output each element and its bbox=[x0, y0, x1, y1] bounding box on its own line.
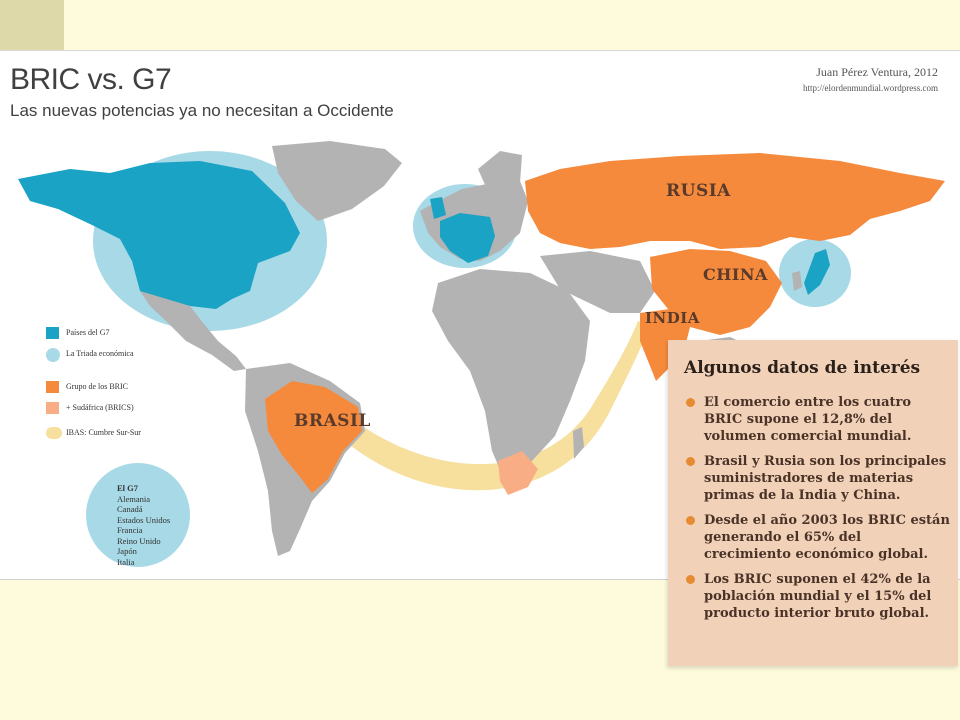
label-brasil: BRASIL bbox=[294, 411, 371, 431]
map-subtitle: Las nuevas potencias ya no necesitan a Occidente bbox=[10, 101, 394, 120]
land-russia bbox=[525, 153, 945, 249]
legend-item-triad bbox=[46, 348, 246, 362]
g7-member: Japón bbox=[117, 546, 137, 556]
g7-title: El G7 bbox=[117, 483, 139, 493]
map-title: BRIC vs. G7 bbox=[10, 63, 172, 96]
info-list bbox=[686, 394, 950, 630]
g7-member: Alemania bbox=[117, 493, 151, 504]
land-madagascar bbox=[573, 427, 584, 459]
legend-label-triad: La Triada económica bbox=[66, 349, 134, 358]
g7-member: Estados Unidos bbox=[117, 514, 171, 525]
info-panel bbox=[668, 340, 958, 666]
info-item bbox=[686, 394, 950, 445]
legend-label-g7: Países del G7 bbox=[66, 328, 110, 337]
legend-item-south-africa bbox=[46, 402, 246, 416]
info-item-text: Brasil y Rusia son los principales suministradores de materias primas de la India y China. bbox=[704, 454, 947, 503]
bullet-icon bbox=[686, 516, 695, 525]
legend-label-south-africa: + Sudáfrica (BRICS) bbox=[66, 403, 134, 412]
legend-swatch-south-africa bbox=[46, 402, 59, 414]
info-title: Algunos datos de interés bbox=[684, 358, 921, 378]
legend-label-bric: Grupo de los BRIC bbox=[66, 382, 128, 391]
bullet-icon bbox=[686, 457, 695, 466]
g7-member: Reino Unido bbox=[117, 535, 161, 546]
author-block bbox=[803, 65, 938, 93]
corner-decoration bbox=[0, 0, 64, 50]
author-url: http://elordenmundial.wordpress.com bbox=[803, 83, 938, 93]
legend-swatch-bric bbox=[46, 381, 59, 393]
info-item-text: Desde el año 2003 los BRIC están generando el 65% del crecimiento económico global. bbox=[704, 513, 950, 562]
bullet-icon bbox=[686, 398, 695, 407]
legend-swatch-ibas bbox=[46, 427, 62, 439]
info-item bbox=[686, 571, 950, 622]
g7-member: Italia bbox=[117, 556, 135, 567]
legend-label-ibas: IBAS: Cumbre Sur-Sur bbox=[66, 428, 141, 437]
label-rusia: RUSIA bbox=[666, 181, 731, 201]
label-china: CHINA bbox=[703, 265, 768, 284]
g7-member: Canadá bbox=[117, 504, 143, 514]
info-item-text: Los BRIC suponen el 42% de la población mundial y el 15% del producto interior bruto global. bbox=[704, 572, 932, 621]
g7-member: Francia bbox=[117, 525, 143, 535]
legend-swatch-g7 bbox=[46, 327, 59, 339]
label-india: INDIA bbox=[645, 309, 700, 327]
author-name: Juan Pérez Ventura, 2012 bbox=[816, 65, 938, 79]
legend-swatch-triad bbox=[46, 348, 60, 362]
info-item bbox=[686, 453, 950, 504]
g7-members-circle bbox=[86, 463, 190, 567]
legend-item-g7 bbox=[46, 327, 246, 341]
info-item bbox=[686, 512, 950, 563]
legend-item-ibas bbox=[46, 427, 246, 441]
legend-item-bric bbox=[46, 381, 246, 395]
bullet-icon bbox=[686, 575, 695, 584]
info-item-text: El comercio entre los cuatro BRIC supone el 12,8% del volumen comercial mundial. bbox=[704, 395, 912, 444]
